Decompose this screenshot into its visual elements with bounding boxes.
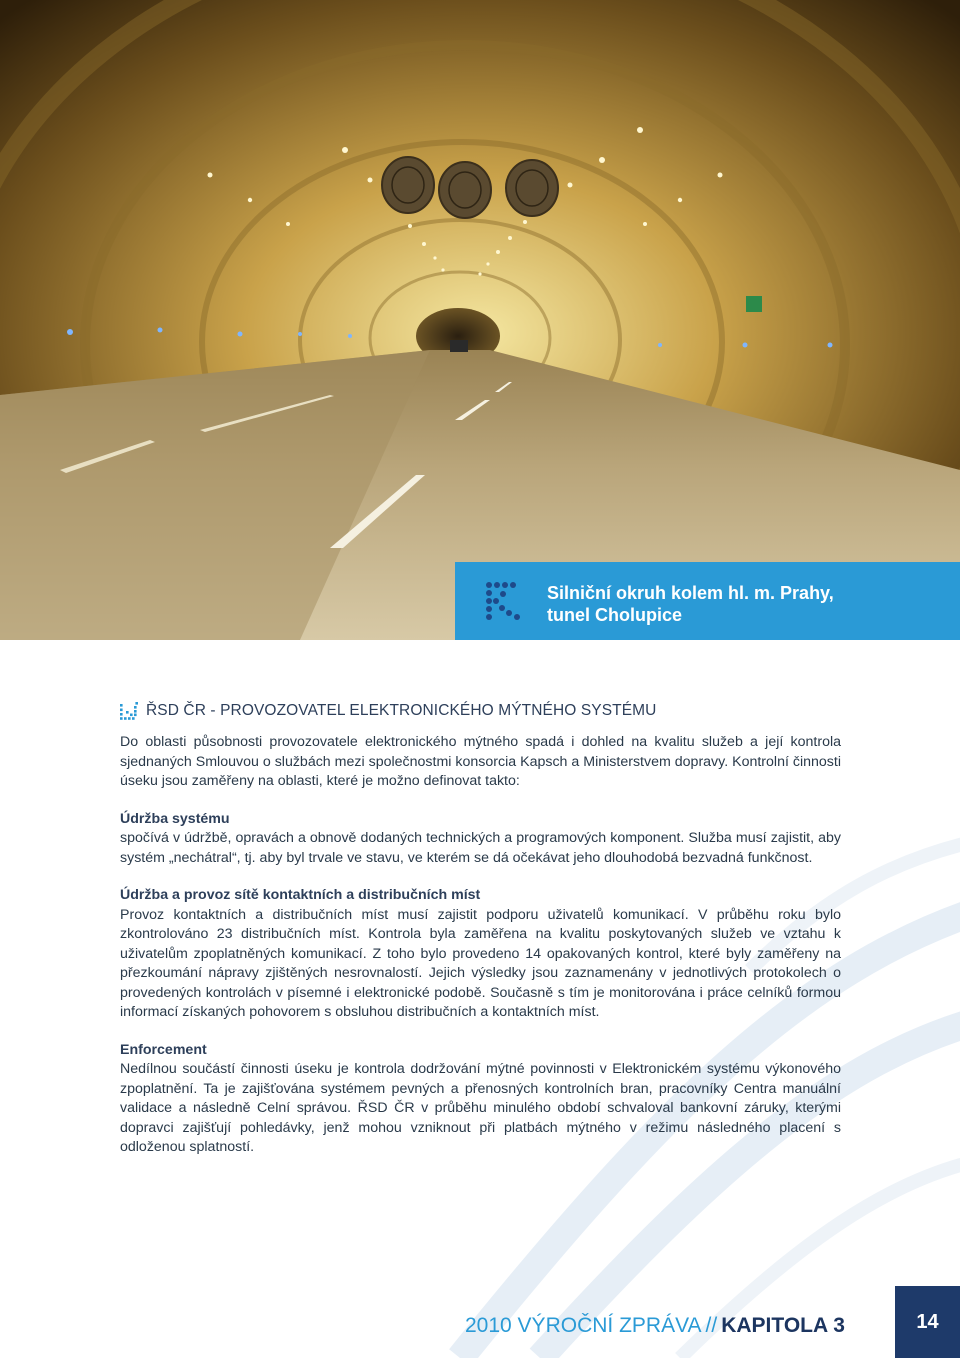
photo-caption <box>547 582 947 626</box>
intro-paragraph: Do oblasti působnosti provozovatele elektronického mýtného spadá i dohled na kvalitu služeb a její kontrola sjednaných Smlouvou o službách mezi společnostmi konsorcia Kapsch a Ministerstvem dopravy. Kontrolní činnosti úseku jsou zaměřeny na oblasti, které je možno definovat takto: <box>120 734 841 789</box>
section-header <box>120 702 841 720</box>
kapsch-k-logo-icon <box>485 581 525 621</box>
caption-line-1: Silniční okruh kolem hl. m. Prahy, <box>547 583 834 603</box>
block-text: Provoz kontaktních a distribučních míst musí zajistit podporu uživatelů komunikací. V průběhu roku bylo zkontrolováno 23 distribučních míst. Kontrola byla zaměřena na kvalitu poskytovaných služeb ve vztahu k uživatelům zpoplatněných komunikací. Z toho bylo provedeno 14 opakovaných kontrol, které byly zaměřeny na přezkoumání nápravy zjištěných nesrovnalostí. Jejich výsledky jsou zaznamenány v jednotlivých protokolech o provedených kontrolách v písemné i elektronické podobě. Současně s tím je monitorována i práce celníků formou informací získaných pohovorem s obsluhou distribučních a kontaktních míst. <box>120 906 841 1020</box>
block-enforcement <box>120 1041 841 1158</box>
footer-chapter: KAPITOLA 3 <box>721 1314 845 1337</box>
block-text: spočívá v údržbě, opravách a obnově dodaných technických a programových komponent. Služba musí zajistit, aby systém „nechátral“, tj. aby byl trvale ve stavu, ve kterém se dá očekávat jeho dlouhodobá bezvadná funkčnost. <box>120 830 841 866</box>
block-heading: Údržba a provoz sítě kontaktních a distribučních míst <box>120 887 481 903</box>
section-title: ŘSD ČR - PROVOZOVATEL ELEKTRONICKÉHO MÝTNÉHO SYSTÉMU <box>146 702 657 719</box>
photo-caption-box <box>455 562 960 640</box>
block-text: Nedílnou součástí činnosti úseku je kontrola dodržování mýtné povinnosti v Elektronickém systému výkonového zpoplatnění. Ta je zajišťována systémem pevných a přenosných kontrolních bran, pracovníky Centra manuální validace a následně Celní správou. ŘSD ČR v průběhu minulého období schvaloval bankovní záruky, kterými dopravci zajišťují pohledávky, jenž mohou vzniknout při platbách mýtného v režimu následného placení s odloženou splatností. <box>120 1061 841 1155</box>
main-content <box>120 700 841 1158</box>
footer-separator: // <box>705 1314 718 1337</box>
tunnel-photo <box>0 0 960 640</box>
block-network-contact-points <box>120 886 841 1023</box>
caption-line-2: tunel Cholupice <box>547 605 682 625</box>
block-system-maintenance <box>120 810 841 869</box>
block-heading: Údržba systému <box>120 810 230 827</box>
page-number: 14 <box>895 1286 960 1358</box>
section-bullet-icon <box>120 702 138 720</box>
footer-running-title <box>465 1311 845 1341</box>
block-heading: Enforcement <box>120 1041 207 1058</box>
footer-report-title: 2010 VÝROČNÍ ZPRÁVA <box>465 1314 702 1337</box>
tunnel-photo-illustration <box>0 0 960 640</box>
